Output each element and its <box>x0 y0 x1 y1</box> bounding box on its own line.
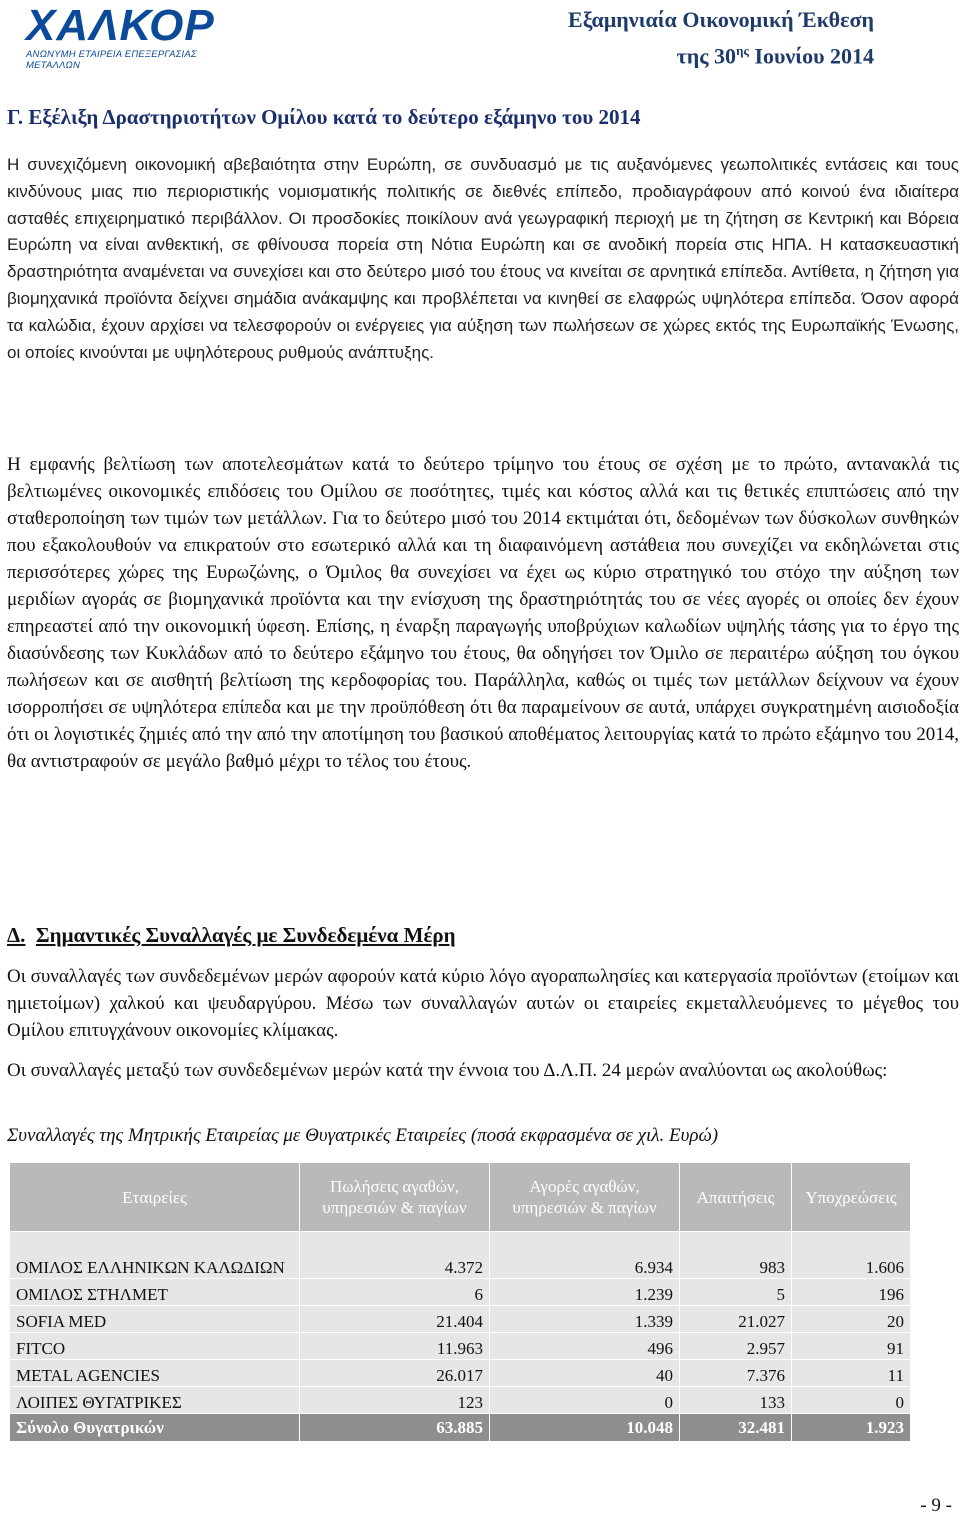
cell-receivables: 21.027 <box>680 1306 792 1333</box>
table-header-row <box>10 1163 911 1232</box>
related-party-transactions-table <box>9 1162 911 1442</box>
table-row <box>10 1387 911 1414</box>
header-companies: Εταιρείες <box>10 1163 300 1232</box>
header-receivables: Απαιτήσεις <box>680 1163 792 1232</box>
table-row <box>10 1232 911 1279</box>
cell-company: ΟΜΙΛΟΣ ΣΤΗΛΜΕΤ <box>10 1279 300 1306</box>
cell-payables: 196 <box>792 1279 911 1306</box>
cell-purchases: 40 <box>490 1360 680 1387</box>
cell-sales: 4.372 <box>300 1232 490 1279</box>
company-logo <box>26 1 236 71</box>
header-sales: Πωλήσεις αγαθών, υπηρεσιών & παγίων <box>300 1163 490 1232</box>
section-d-paragraph-1: Οι συναλλαγές των συνδεδεμένων μερών αφορούν κατά κύριο λόγο αγοραπωλησίες και κατεργασία προϊόντων (ετοίμων και ημιετοίμων) χαλκού και ψευδαργύρου. Μέσω των συναλλαγών αυτών οι εταιρείες εκμεταλλευόμενες το μέγεθος του Ομίλου επιτυγχάνουν οικονομίες κλίμακας. <box>7 966 959 1041</box>
cell-purchases: 1.239 <box>490 1279 680 1306</box>
table-row <box>10 1279 911 1306</box>
cell-purchases: 6.934 <box>490 1232 680 1279</box>
section-g-paragraph-1: Η συνεχιζόμενη οικονομική αβεβαιότητα στην Ευρώπη, σε συνδυασμό με τις αυξανόμενες γεωπολιτικές εντάσεις και τους κινδύνους μιας πιο περιοριστικής νομισματικής πολιτικής σε διεθνές επίπεδο, προδιαγράφουν από κοινού ένα ιδιαίτερα ασταθές επιχειρηματικό περιβάλλον. Οι προσδοκίες ποικίλουν ανά γεωγραφική περιοχή με τη ζήτηση σε Κεντρική και Βόρεια Ευρώπη να είναι ανθεκτική, σε φθίνουσα πορεία στη Νότια Ευρώπη και σε ανοδική πορεία στις ΗΠΑ. Η κατασκευαστική δραστηριότητα αναμένεται να συνεχίσει και στο δεύτερο μισό του έτους να κινείται σε αρνητικά επίπεδα. Αντίθετα, η ζήτηση για βιομηχανικά προϊόντα δείχνει σημάδια ανάκαμψης και προβλέπεται να κινηθεί σε ελαφρώς υψηλότερα επίπεδα. Όσον αφορά τα καλώδια, έχουν αρχίσει να τελεσφορούν οι ενέργειες για αύξηση των πωλήσεων σε χώρες εκτός της Ευρωπαϊκής Ένωσης, οι οποίες κινούνται με υψηλότερους ρυθμούς ανάπτυξης. <box>7 155 959 362</box>
header-payables: Υποχρεώσεις <box>792 1163 911 1232</box>
logo-wordmark: ΧΑΛΚΟΡ <box>26 1 215 50</box>
report-date-sup: ης <box>736 43 749 58</box>
section-g-paragraph-2: Η εμφανής βελτίωση των αποτελεσμάτων κατά το δεύτερο τρίμηνο του έτους σε σχέση με το πρώτο, αντανακλά τις βελτιωμένες οικονομικές επιδόσεις του Ομίλου σε ποσότητες, τιμές και κόστος αλλά και τις θετικές επιπτώσεις από την σταθεροποίηση των τιμών των μετάλλων. Για το δεύτερο μισό του 2014 εκτιμάται ότι, δεδομένων των δύσκολων συνθηκών που εξακολουθούν να επικρατούν στο εσωτερικό αλλά και τη διαφαινόμενη αστάθεια που συνεχίζει να εκδηλώνεται στις περισσότερες χώρες της Ευρωζώνης, ο Όμιλος θα συνεχίσει να έχει ως κύριο στρατηγικό του στόχο την αύξηση των μεριδίων αγοράς σε βιομηχανικά προϊόντα και την ενίσχυση της δραστηριότητάς του σε νέες αγορές οι οποίες δεν έχουν επηρεαστεί από την οικονομική ύφεση. Επίσης, η έναρξη παραγωγής υποβρύχιων καλωδίων υψηλής τάσης για το έργο της διασύνδεσης των Κυκλάδων από το δεύτερο εξάμηνο του έτους, θα οδηγήσει τον Όμιλο σε περαιτέρω αύξηση του όγκου πωλήσεων και σε αισθητή βελτίωση της κερδοφορίας του. Παράλληλα, καθώς οι τιμές των μετάλλων δείχνουν να έχουν ισορροπήσει σε υψηλότερα επίπεδα και με την προϋπόθεση ότι θα παραμείνουν σε αυτά, υπάρχει συγκρατημένη αισιοδοξία ότι οι λογιστικές ζημιές από την από την αποτίμηση του βασικού αποθέματος λειτουργίας κατά το πρώτο εξάμηνο του 2014, θα αντιστραφούν σε μεγάλο βαθμό μέχρι το τέλος του έτους. <box>7 454 959 772</box>
cell-payables: 91 <box>792 1333 911 1360</box>
cell-payables: 11 <box>792 1360 911 1387</box>
cell-sales: 21.404 <box>300 1306 490 1333</box>
cell-company: SOFIA MED <box>10 1306 300 1333</box>
cell-purchases: 1.339 <box>490 1306 680 1333</box>
cell-company: FITCO <box>10 1333 300 1360</box>
cell-sales: 26.017 <box>300 1360 490 1387</box>
report-date <box>677 43 874 69</box>
total-payables: 1.923 <box>792 1414 911 1442</box>
section-d-title <box>7 923 456 948</box>
cell-receivables: 2.957 <box>680 1333 792 1360</box>
table-row <box>10 1360 911 1387</box>
table-total-row <box>10 1414 911 1442</box>
page-number: - 9 - <box>920 1495 952 1516</box>
logo-subtitle: ΑΝΩΝΥΜΗ ΕΤΑΙΡΕΙΑ ΕΠΕΞΕΡΓΑΣΙΑΣ ΜΕΤΑΛΛΩΝ <box>26 49 197 71</box>
table-caption: Συναλλαγές της Μητρικής Εταιρείας με Θυγατρικές Εταιρείες (ποσά εκφρασμένα σε χιλ. Ευρώ) <box>7 1125 719 1146</box>
cell-company: ΟΜΙΛΟΣ ΕΛΛΗΝΙΚΩΝ ΚΑΛΩΔΙΩΝ <box>10 1232 300 1279</box>
cell-sales: 11.963 <box>300 1333 490 1360</box>
header-purchases: Αγορές αγαθών, υπηρεσιών & παγίων <box>490 1163 680 1232</box>
cell-purchases: 496 <box>490 1333 680 1360</box>
table-row <box>10 1306 911 1333</box>
cell-company: ΛΟΙΠΕΣ ΘΥΓΑΤΡΙΚΕΣ <box>10 1387 300 1414</box>
cell-sales: 6 <box>300 1279 490 1306</box>
report-date-prefix: της 30 <box>676 43 737 69</box>
cell-purchases: 0 <box>490 1387 680 1414</box>
cell-sales: 123 <box>300 1387 490 1414</box>
section-g-title: Γ. Εξέλιξη Δραστηριοτήτων Ομίλου κατά το δεύτερο εξάμηνο του 2014 <box>7 105 641 129</box>
cell-company: METAL AGENCIES <box>10 1360 300 1387</box>
table-row <box>10 1333 911 1360</box>
cell-payables: 0 <box>792 1387 911 1414</box>
cell-payables: 1.606 <box>792 1232 911 1279</box>
section-d-paragraph-2: Οι συναλλαγές μεταξύ των συνδεδεμένων μερών κατά την έννοια του Δ.Λ.Π. 24 μερών αναλύονται ως ακολούθως: <box>7 1060 888 1081</box>
total-label: Σύνολο Θυγατρικών <box>10 1414 300 1442</box>
section-d-heading: Σημαντικές Συναλλαγές με Συνδεδεμένα Μέρη <box>35 923 456 947</box>
report-title: Εξαμηνιαία Οικονομική Έκθεση <box>568 7 874 32</box>
report-date-suffix: Ιουνίου 2014 <box>748 43 874 69</box>
total-sales: 63.885 <box>300 1414 490 1442</box>
cell-receivables: 133 <box>680 1387 792 1414</box>
total-purchases: 10.048 <box>490 1414 680 1442</box>
cell-receivables: 5 <box>680 1279 792 1306</box>
cell-payables: 20 <box>792 1306 911 1333</box>
cell-receivables: 983 <box>680 1232 792 1279</box>
total-receivables: 32.481 <box>680 1414 792 1442</box>
section-d-letter: Δ. <box>7 923 26 947</box>
cell-receivables: 7.376 <box>680 1360 792 1387</box>
